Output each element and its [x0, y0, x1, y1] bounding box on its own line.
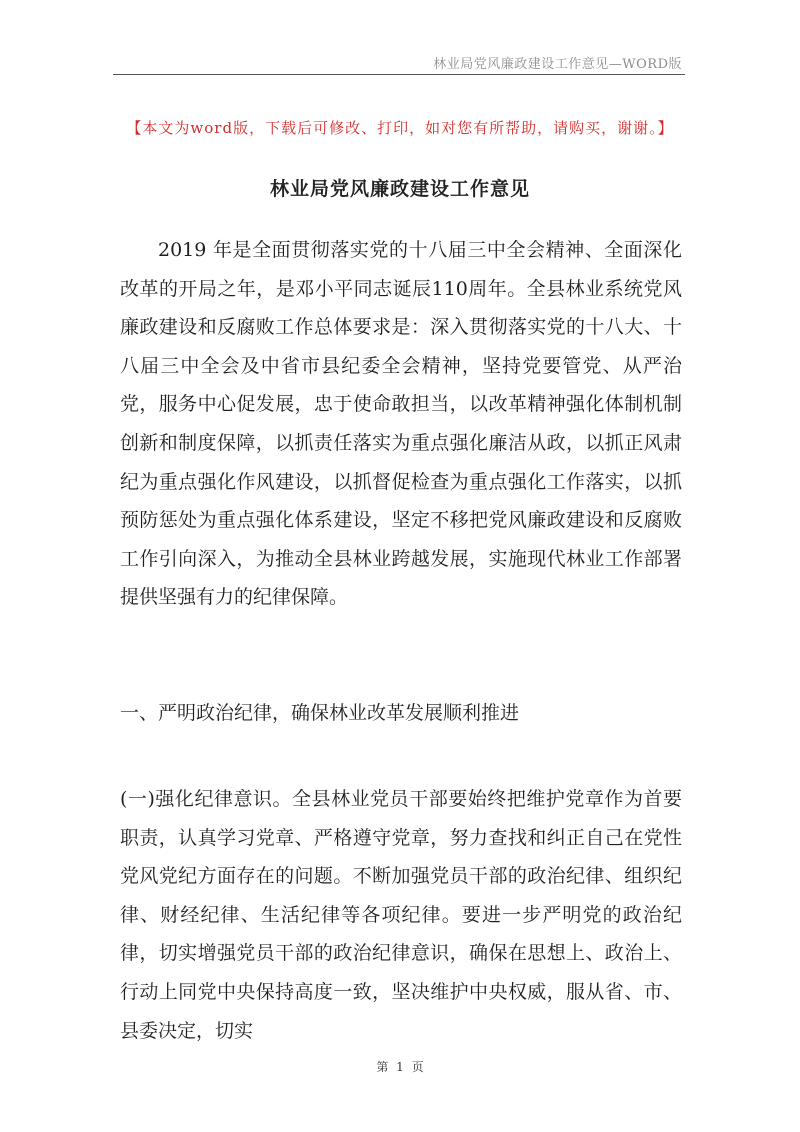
document-title: 林业局党风廉政建设工作意见: [269, 178, 530, 200]
running-header: 林业局党风廉政建设工作意见—WORD版: [433, 57, 682, 72]
body-paragraph-discipline: (一)强化纪律意识。全县林业党员干部要始终把维护党章作为首要职责，认真学习党章、严格遵守党章，努力查找和纠正自己在党性党风党纪方面存在的问题。不断加强党员干部的政治纪律、组织纪律、财经纪律、生活纪律等各项纪律。要进一步严明党的政治纪律，切实增强党员干部的政治纪律意识，确保在思想上、政治上、行动上同党中央保持高度一致，坚决维护中央权威，服从省、市、县委决定，切实: [120, 788, 682, 1042]
body-paragraph-intro: 2019 年是全面贯彻落实党的十八届三中全会精神、全面深化改革的开局之年，是邓小平同志诞辰110周年。全县林业系统党风廉政建设和反腐败工作总体要求是：深入贯彻落实党的十八大、十八届三中全会及中省市县纪委全会精神，坚持党要管党、从严治党，服务中心促发展，忠于使命敢担当，以改革精神强化体制机制创新和制度保障，以抓责任落实为重点强化廉洁从政，以抓正风肃纪为重点强化作风建设，以抓督促检查为重点强化工作落实，以抓预防惩处为重点强化体系建设，坚定不移把党风廉政建设和反腐败工作引向深入，为推动全县林业跨越发展，实施现代林业工作部署提供坚强有力的纪律保障。: [120, 239, 682, 609]
page-number: 第 1 页: [376, 1060, 424, 1074]
section-heading-1: 一、严明政治纪律，确保林业改革发展顺利推进: [120, 702, 520, 724]
download-notice: 【本文为word版，下载后可修改、打印，如对您有所帮助，请购买，谢谢。】: [126, 119, 674, 137]
header-divider: [113, 74, 685, 75]
